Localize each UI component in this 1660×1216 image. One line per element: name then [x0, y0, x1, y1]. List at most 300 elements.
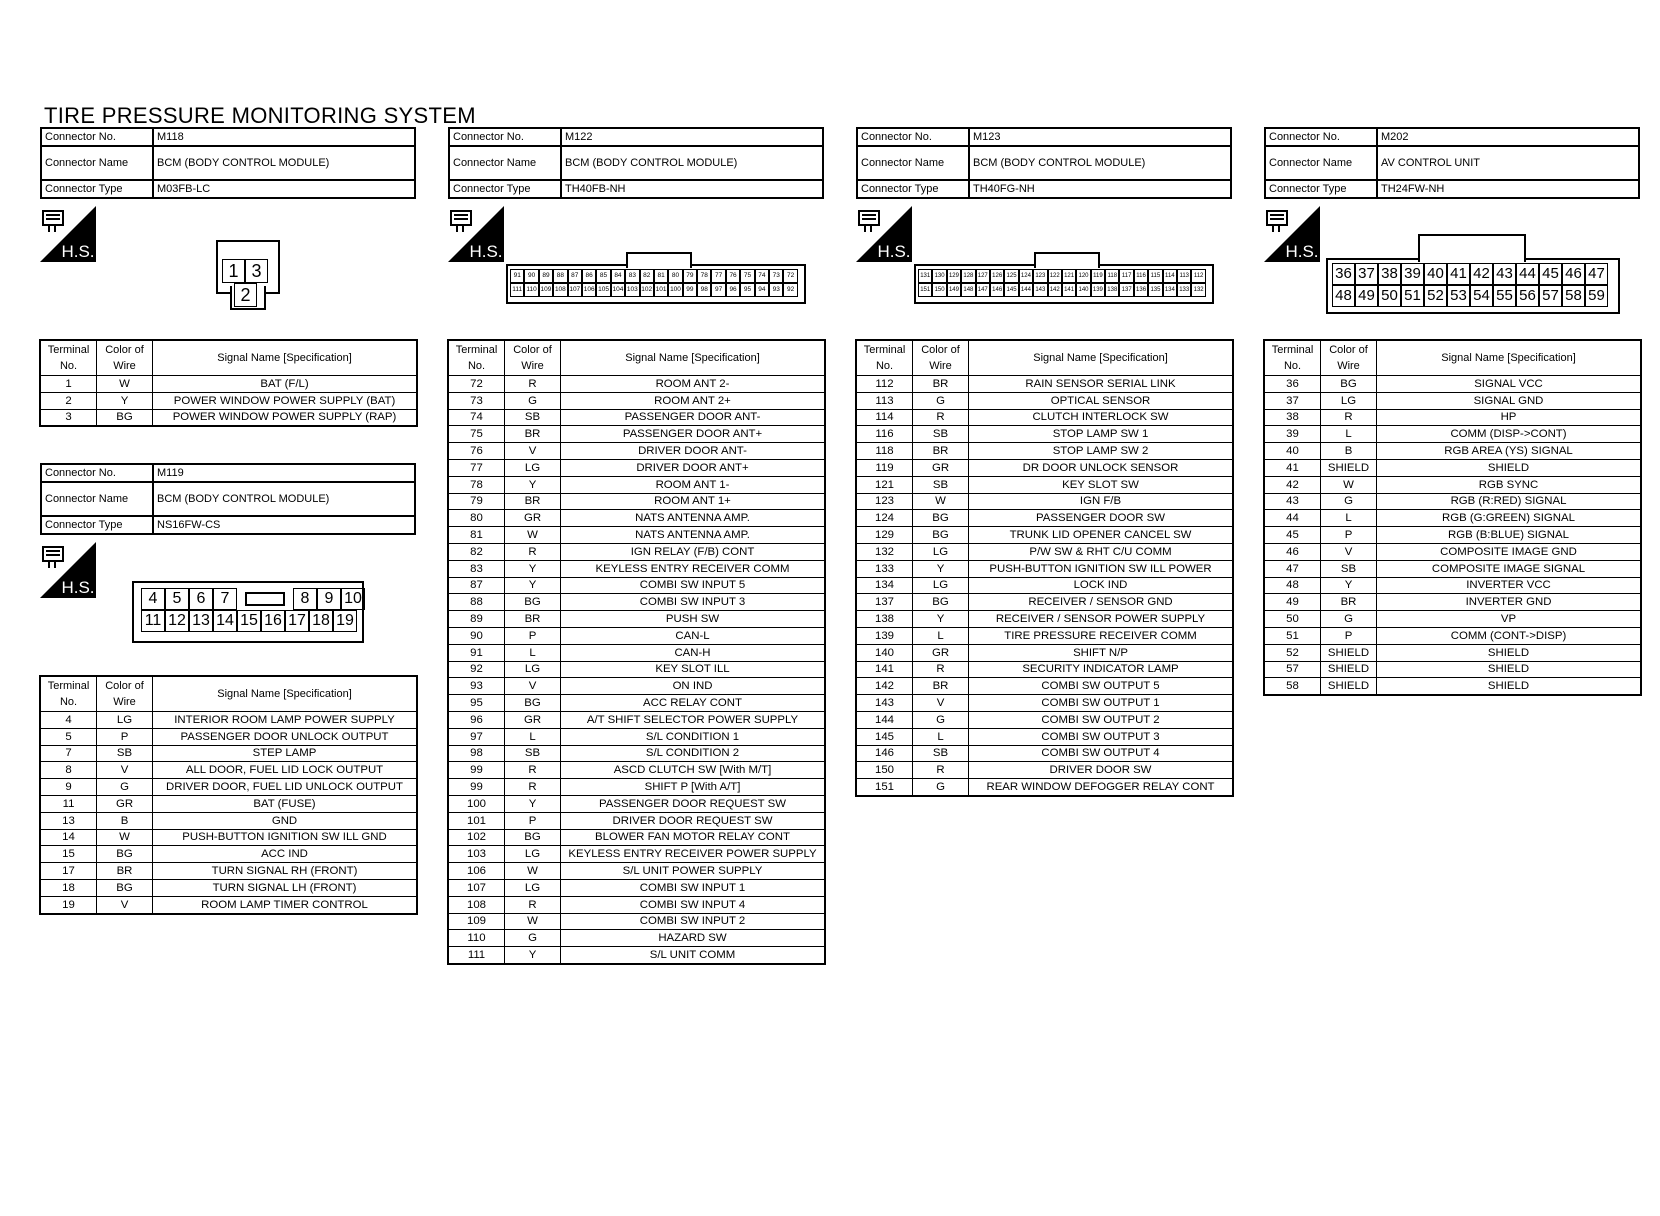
- signal-name-cell: BAT (F/L): [153, 376, 417, 393]
- signal-name-cell: SHIELD: [1377, 661, 1641, 678]
- terminal-no-cell: 18: [41, 879, 97, 896]
- table-header-row: [41, 341, 417, 376]
- wire-color-cell: Y: [505, 795, 561, 812]
- signal-name-cell: STOP LAMP SW 2: [969, 443, 1233, 460]
- signal-name-header: Signal Name [Specification]: [969, 341, 1233, 376]
- table-row: [857, 611, 1233, 628]
- signal-name-cell: COMBI SW INPUT 3: [561, 594, 825, 611]
- wire-color-cell: P: [505, 627, 561, 644]
- signal-name-cell: KEY SLOT ILL: [561, 661, 825, 678]
- connector-pin: 36: [1332, 263, 1355, 285]
- signal-name-cell: STOP LAMP SW 1: [969, 426, 1233, 443]
- connector-pin: 72: [783, 269, 797, 283]
- signal-name-cell: KEY SLOT SW: [969, 476, 1233, 493]
- table-row: [449, 795, 825, 812]
- connector-type-label: Connector Type: [857, 180, 969, 198]
- signal-name-cell: ROOM LAMP TIMER CONTROL: [153, 896, 417, 913]
- table-header-row: [857, 341, 1233, 376]
- connector-pin: 57: [1539, 285, 1562, 307]
- table-row: [449, 678, 825, 695]
- terminal-no-header: Terminal No.: [41, 341, 97, 376]
- harness-side-icon: [448, 206, 504, 262]
- signal-name-header: Signal Name [Specification]: [1377, 341, 1641, 376]
- wire-color-cell: L: [913, 627, 969, 644]
- table-header-row: [449, 341, 825, 376]
- signal-name-cell: SHIELD: [1377, 678, 1641, 695]
- signal-name-cell: ROOM ANT 2-: [561, 376, 825, 393]
- connector-pin: 93: [769, 283, 783, 297]
- signal-name-cell: BAT (FUSE): [153, 795, 417, 812]
- connector-pin: 128: [961, 269, 975, 283]
- table-row: [857, 627, 1233, 644]
- connector-pin: 95: [740, 283, 754, 297]
- connector-pin: 1: [222, 259, 245, 283]
- connector-pin: 40: [1424, 263, 1447, 285]
- connector-info-m202: [1264, 127, 1640, 199]
- connector-pin: 82: [640, 269, 654, 283]
- signal-name-cell: RGB (G:GREEN) SIGNAL: [1377, 510, 1641, 527]
- wire-color-cell: G: [1321, 611, 1377, 628]
- table-row: [449, 493, 825, 510]
- wire-color-cell: GR: [505, 711, 561, 728]
- wire-color-cell: Y: [505, 560, 561, 577]
- signal-name-cell: PASSENGER DOOR REQUEST SW: [561, 795, 825, 812]
- wire-color-cell: BG: [505, 695, 561, 712]
- connector-pin: 11: [141, 610, 165, 632]
- table-row: [857, 493, 1233, 510]
- wire-color-cell: BG: [1321, 376, 1377, 393]
- terminal-no-cell: 57: [1265, 661, 1321, 678]
- signal-name-cell: COMBI SW OUTPUT 3: [969, 728, 1233, 745]
- table-row: [449, 779, 825, 796]
- wire-color-cell: BR: [913, 376, 969, 393]
- connector-pin: 5: [165, 588, 189, 610]
- connector-pin: 118: [1105, 269, 1119, 283]
- table-row: [449, 728, 825, 745]
- connector-info-m123: [856, 127, 1232, 199]
- table-row: [41, 728, 417, 745]
- connector-pin: 143: [1033, 283, 1047, 297]
- terminal-no-cell: 91: [449, 644, 505, 661]
- signal-name-cell: SIGNAL VCC: [1377, 376, 1641, 393]
- terminal-no-cell: 88: [449, 594, 505, 611]
- connector-pin: 54: [1470, 285, 1493, 307]
- terminal-no-cell: 58: [1265, 678, 1321, 695]
- connector-pin: 87: [568, 269, 582, 283]
- connector-pin: 15: [237, 610, 261, 632]
- terminal-no-cell: 81: [449, 527, 505, 544]
- table-row: [857, 560, 1233, 577]
- terminal-no-cell: 76: [449, 443, 505, 460]
- signal-name-cell: POWER WINDOW POWER SUPPLY (BAT): [153, 392, 417, 409]
- wire-color-cell: G: [505, 930, 561, 947]
- table-row: [449, 745, 825, 762]
- signal-name-cell: SHIFT N/P: [969, 644, 1233, 661]
- signal-name-cell: A/T SHIFT SELECTOR POWER SUPPLY: [561, 711, 825, 728]
- connector-info-m119: [40, 463, 416, 535]
- signal-name-cell: HAZARD SW: [561, 930, 825, 947]
- wire-color-cell: BG: [913, 594, 969, 611]
- signal-name-cell: PUSH-BUTTON IGNITION SW ILL GND: [153, 829, 417, 846]
- terminal-no-cell: 114: [857, 409, 913, 426]
- connector-pin: 103: [625, 283, 639, 297]
- connector-pin: 105: [596, 283, 610, 297]
- terminal-no-cell: 145: [857, 728, 913, 745]
- terminal-no-cell: 40: [1265, 443, 1321, 460]
- terminal-no-cell: 134: [857, 577, 913, 594]
- wire-color-cell: SB: [505, 745, 561, 762]
- signal-name-cell: PASSENGER DOOR SW: [969, 510, 1233, 527]
- wire-color-cell: L: [1321, 510, 1377, 527]
- connector-pin: 47: [1585, 263, 1608, 285]
- connector-pin: 48: [1332, 285, 1355, 307]
- wire-color-cell: GR: [97, 795, 153, 812]
- table-row: [41, 745, 417, 762]
- terminal-no-cell: 112: [857, 376, 913, 393]
- wire-color-cell: Y: [505, 577, 561, 594]
- connector-pin: 121: [1062, 269, 1076, 283]
- table-row: [857, 678, 1233, 695]
- signal-name-cell: ASCD CLUTCH SW [With M/T]: [561, 762, 825, 779]
- wire-color-cell: G: [97, 779, 153, 796]
- connector-name-value: BCM (BODY CONTROL MODULE): [153, 146, 415, 180]
- terminal-no-cell: 51: [1265, 627, 1321, 644]
- signal-name-cell: ROOM ANT 2+: [561, 392, 825, 409]
- terminal-no-cell: 41: [1265, 459, 1321, 476]
- harness-side-icon: [1264, 206, 1320, 262]
- table-row: [857, 695, 1233, 712]
- signal-name-cell: COMBI SW OUTPUT 4: [969, 745, 1233, 762]
- table-row: [1265, 493, 1641, 510]
- signal-name-cell: P/W SW & RHT C/U COMM: [969, 543, 1233, 560]
- terminal-no-cell: 139: [857, 627, 913, 644]
- signal-name-header: Signal Name [Specification]: [153, 677, 417, 712]
- terminal-no-cell: 72: [449, 376, 505, 393]
- wire-color-cell: W: [913, 493, 969, 510]
- table-row: [857, 711, 1233, 728]
- table-row: [449, 913, 825, 930]
- wire-color-cell: W: [505, 527, 561, 544]
- table-row: [857, 543, 1233, 560]
- connector-pin: 96: [726, 283, 740, 297]
- table-row: [857, 728, 1233, 745]
- wire-color-cell: SB: [913, 426, 969, 443]
- terminal-no-cell: 39: [1265, 426, 1321, 443]
- connector-pin: 125: [1004, 269, 1018, 283]
- color-of-wire-header: Color of Wire: [913, 341, 969, 376]
- terminal-no-cell: 99: [449, 762, 505, 779]
- table-row: [1265, 627, 1641, 644]
- table-row: [1265, 476, 1641, 493]
- harness-side-icon: [40, 206, 96, 262]
- table-row: [41, 829, 417, 846]
- signal-name-cell: COMBI SW OUTPUT 1: [969, 695, 1233, 712]
- table-row: [1265, 443, 1641, 460]
- table-row: [857, 594, 1233, 611]
- terminal-no-cell: 102: [449, 829, 505, 846]
- connector-pin: 139: [1091, 283, 1105, 297]
- table-row: [1265, 426, 1641, 443]
- wire-color-cell: W: [1321, 476, 1377, 493]
- connector-pin: 53: [1447, 285, 1470, 307]
- connector-type-label: Connector Type: [449, 180, 561, 198]
- connector-pin: 50: [1378, 285, 1401, 307]
- signal-name-cell: CAN-H: [561, 644, 825, 661]
- signal-name-cell: ROOM ANT 1-: [561, 476, 825, 493]
- wire-color-cell: Y: [505, 476, 561, 493]
- signal-name-cell: NATS ANTENNA AMP.: [561, 510, 825, 527]
- connector-pin: 92: [783, 283, 797, 297]
- wire-color-cell: R: [1321, 409, 1377, 426]
- terminal-no-cell: 13: [41, 812, 97, 829]
- terminal-no-cell: 5: [41, 728, 97, 745]
- connector-pin: 116: [1134, 269, 1148, 283]
- terminal-no-cell: 138: [857, 611, 913, 628]
- terminal-no-cell: 17: [41, 863, 97, 880]
- table-row: [857, 392, 1233, 409]
- wire-color-cell: BR: [505, 611, 561, 628]
- terminal-no-cell: 92: [449, 661, 505, 678]
- table-row: [41, 863, 417, 880]
- connector-pin: 107: [568, 283, 582, 297]
- table-row: [1265, 510, 1641, 527]
- connector-type-value: TH40FB-NH: [561, 180, 823, 198]
- terminal-no-cell: 144: [857, 711, 913, 728]
- wire-color-cell: Y: [505, 947, 561, 964]
- signal-name-cell: IGN RELAY (F/B) CONT: [561, 543, 825, 560]
- table-row: [857, 577, 1233, 594]
- terminal-no-cell: 37: [1265, 392, 1321, 409]
- terminal-no-cell: 93: [449, 678, 505, 695]
- wire-color-cell: P: [1321, 627, 1377, 644]
- table-row: [857, 779, 1233, 796]
- connector-pin: 4: [141, 588, 165, 610]
- signal-name-cell: S/L CONDITION 2: [561, 745, 825, 762]
- table-row: [449, 527, 825, 544]
- table-row: [41, 846, 417, 863]
- wire-color-cell: P: [505, 812, 561, 829]
- hs-label: H.S.: [61, 242, 95, 261]
- connector-pin: 81: [654, 269, 668, 283]
- table-row: [41, 712, 417, 729]
- signal-name-cell: DRIVER DOOR ANT+: [561, 459, 825, 476]
- table-header-row: [1265, 341, 1641, 376]
- terminal-no-cell: 113: [857, 392, 913, 409]
- connector-pin: 142: [1048, 283, 1062, 297]
- table-row: [857, 409, 1233, 426]
- wire-color-cell: R: [913, 409, 969, 426]
- signal-name-cell: COMPOSITE IMAGE SIGNAL: [1377, 560, 1641, 577]
- wire-color-cell: Y: [913, 560, 969, 577]
- terminal-no-cell: 89: [449, 611, 505, 628]
- wire-color-cell: P: [1321, 527, 1377, 544]
- connector-pin: 123: [1033, 269, 1047, 283]
- signal-name-cell: SECURITY INDICATOR LAMP: [969, 661, 1233, 678]
- signal-name-cell: RGB AREA (YS) SIGNAL: [1377, 443, 1641, 460]
- connector-type-label: Connector Type: [1265, 180, 1377, 198]
- signal-name-cell: RECEIVER / SENSOR POWER SUPPLY: [969, 611, 1233, 628]
- wire-color-cell: R: [913, 762, 969, 779]
- wire-color-cell: G: [1321, 493, 1377, 510]
- wire-color-cell: R: [505, 896, 561, 913]
- signal-name-cell: COMM (DISP->CONT): [1377, 426, 1641, 443]
- signal-name-cell: HP: [1377, 409, 1641, 426]
- terminal-no-cell: 137: [857, 594, 913, 611]
- table-row: [857, 661, 1233, 678]
- signal-name-cell: REAR WINDOW DEFOGGER RELAY CONT: [969, 779, 1233, 796]
- terminal-no-cell: 15: [41, 846, 97, 863]
- connector-type-value: M03FB-LC: [153, 180, 415, 198]
- signal-table-m119: [40, 676, 417, 914]
- table-row: [41, 879, 417, 896]
- terminal-no-cell: 133: [857, 560, 913, 577]
- table-row: [1265, 527, 1641, 544]
- wire-color-cell: W: [97, 376, 153, 393]
- connector-pin: 111: [510, 283, 524, 297]
- wire-color-cell: SB: [505, 409, 561, 426]
- connector-pin: 58: [1562, 285, 1585, 307]
- table-row: [1265, 577, 1641, 594]
- signal-table-m118: [40, 340, 417, 426]
- connector-pin: 134: [1163, 283, 1177, 297]
- wire-color-cell: G: [913, 779, 969, 796]
- signal-name-cell: RGB SYNC: [1377, 476, 1641, 493]
- connector-pin: 44: [1516, 263, 1539, 285]
- terminal-no-cell: 78: [449, 476, 505, 493]
- terminal-no-cell: 73: [449, 392, 505, 409]
- connector-pin: 76: [726, 269, 740, 283]
- wire-color-cell: G: [505, 392, 561, 409]
- signal-name-cell: ACC IND: [153, 846, 417, 863]
- wire-color-cell: G: [913, 711, 969, 728]
- wire-color-cell: G: [913, 392, 969, 409]
- wire-color-cell: LG: [913, 577, 969, 594]
- wire-color-cell: BR: [913, 443, 969, 460]
- table-row: [449, 863, 825, 880]
- connector-pin: 45: [1539, 263, 1562, 285]
- wire-color-cell: BR: [913, 678, 969, 695]
- signal-name-cell: PASSENGER DOOR UNLOCK OUTPUT: [153, 728, 417, 745]
- connector-pin: 146: [990, 283, 1004, 297]
- connector-pin: 102: [640, 283, 654, 297]
- connector-pin: 75: [740, 269, 754, 283]
- wire-color-cell: SHIELD: [1321, 644, 1377, 661]
- wire-color-cell: V: [505, 678, 561, 695]
- connector-pin: 119: [1091, 269, 1105, 283]
- wire-color-cell: V: [1321, 543, 1377, 560]
- wire-color-cell: W: [97, 829, 153, 846]
- connector-pin: 84: [611, 269, 625, 283]
- table-row: [449, 829, 825, 846]
- connector-pin: 91: [510, 269, 524, 283]
- signal-name-cell: SIGNAL GND: [1377, 392, 1641, 409]
- table-row: [41, 812, 417, 829]
- table-row: [449, 409, 825, 426]
- signal-name-cell: ALL DOOR, FUEL LID LOCK OUTPUT: [153, 762, 417, 779]
- terminal-no-cell: 123: [857, 493, 913, 510]
- terminal-no-cell: 103: [449, 846, 505, 863]
- wire-color-cell: SB: [913, 476, 969, 493]
- signal-name-cell: RAIN SENSOR SERIAL LINK: [969, 376, 1233, 393]
- signal-name-cell: POWER WINDOW POWER SUPPLY (RAP): [153, 409, 417, 426]
- connector-pin: 77: [711, 269, 725, 283]
- table-row: [449, 476, 825, 493]
- connector-pin: 114: [1163, 269, 1177, 283]
- hs-label: H.S.: [877, 242, 911, 261]
- signal-name-cell: DRIVER DOOR SW: [969, 762, 1233, 779]
- table-row: [857, 459, 1233, 476]
- wire-color-cell: BG: [97, 879, 153, 896]
- connector-pin: 6: [189, 588, 213, 610]
- wire-color-cell: LG: [97, 712, 153, 729]
- signal-name-cell: COMM (CONT->DISP): [1377, 627, 1641, 644]
- signal-name-cell: IGN F/B: [969, 493, 1233, 510]
- wire-color-cell: LG: [505, 846, 561, 863]
- wire-color-cell: BR: [97, 863, 153, 880]
- terminal-no-cell: 44: [1265, 510, 1321, 527]
- terminal-no-cell: 2: [41, 392, 97, 409]
- table-row: [449, 947, 825, 964]
- signal-name-cell: NATS ANTENNA AMP.: [561, 527, 825, 544]
- color-of-wire-header: Color of Wire: [97, 341, 153, 376]
- connector-name-label: Connector Name: [1265, 146, 1377, 180]
- connector-pin: 90: [524, 269, 538, 283]
- table-row: [1265, 661, 1641, 678]
- connector-pin: 41: [1447, 263, 1470, 285]
- wire-color-cell: LG: [505, 879, 561, 896]
- connector-pin: 124: [1019, 269, 1033, 283]
- table-row: [41, 762, 417, 779]
- table-row: [857, 426, 1233, 443]
- connector-pin: 83: [625, 269, 639, 283]
- connector-pin: 94: [755, 283, 769, 297]
- connector-name-value: BCM (BODY CONTROL MODULE): [969, 146, 1231, 180]
- wire-color-cell: R: [505, 779, 561, 796]
- table-row: [1265, 611, 1641, 628]
- connector-no-label: Connector No.: [1265, 128, 1377, 146]
- wire-color-cell: LG: [1321, 392, 1377, 409]
- connector-pin: 147: [976, 283, 990, 297]
- wire-color-cell: W: [505, 913, 561, 930]
- connector-pin: 145: [1004, 283, 1018, 297]
- terminal-no-cell: 14: [41, 829, 97, 846]
- connector-pin: 52: [1424, 285, 1447, 307]
- connector-pin: 130: [932, 269, 946, 283]
- wire-color-cell: Y: [1321, 577, 1377, 594]
- hs-label: H.S.: [469, 242, 503, 261]
- table-row: [857, 443, 1233, 460]
- terminal-no-cell: 111: [449, 947, 505, 964]
- wire-color-cell: BG: [97, 846, 153, 863]
- signal-name-cell: INVERTER GND: [1377, 594, 1641, 611]
- wire-color-cell: SHIELD: [1321, 459, 1377, 476]
- terminal-no-cell: 97: [449, 728, 505, 745]
- connector-pin: 106: [582, 283, 596, 297]
- connector-no-value: M118: [153, 128, 415, 146]
- connector-no-value: M123: [969, 128, 1231, 146]
- connector-key-slot: [237, 588, 293, 610]
- signal-name-cell: COMBI SW INPUT 5: [561, 577, 825, 594]
- wire-color-cell: GR: [913, 644, 969, 661]
- connector-pin: 127: [976, 269, 990, 283]
- terminal-no-cell: 82: [449, 543, 505, 560]
- connector-pin: 16: [261, 610, 285, 632]
- terminal-no-cell: 107: [449, 879, 505, 896]
- terminal-no-cell: 36: [1265, 376, 1321, 393]
- table-row: [449, 711, 825, 728]
- connector-name-value: BCM (BODY CONTROL MODULE): [153, 482, 415, 516]
- connector-pin: 120: [1076, 269, 1090, 283]
